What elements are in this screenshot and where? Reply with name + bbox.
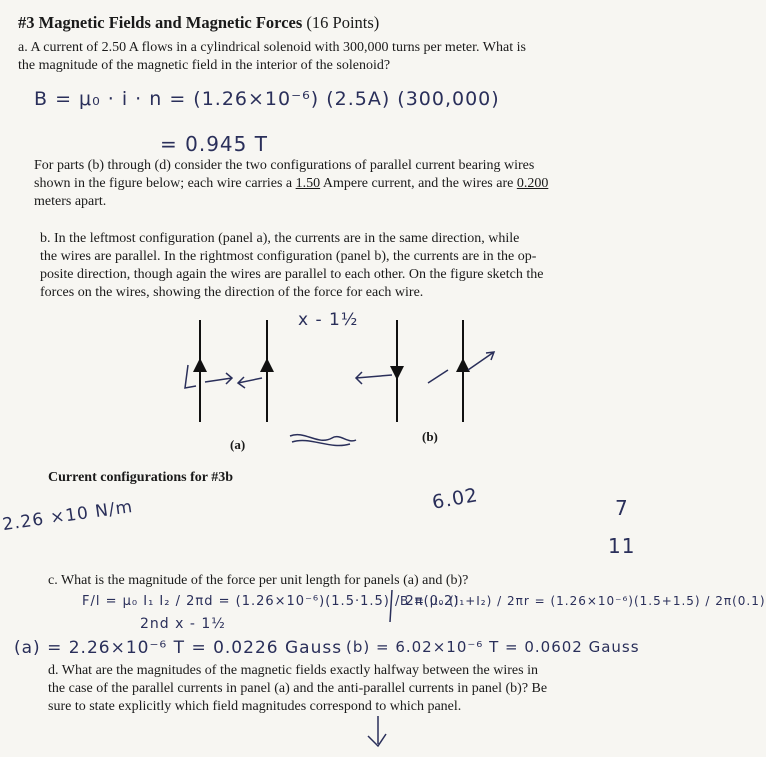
wire-a-left-current-arrow (193, 358, 207, 372)
sketch-mark-a (185, 365, 196, 388)
part-b-line-2: the wires are parallel. In the rightmost configuration (panel b), the currents are in the op- (40, 249, 537, 264)
problem-title-text: #3 Magnetic Fields and Magnetic Forces (18, 13, 303, 32)
wire-a-right-current-arrow (260, 358, 274, 372)
intro-line-2b: Ampere current, and the wires are (320, 176, 517, 191)
intro-line-2a: shown in the figure below; each wire carries a (34, 176, 296, 191)
answer-panel-b: (b) = 6.02×10⁻⁶ T = 0.0602 Gauss (346, 638, 640, 656)
part-b-line-4: forces on the wires, showing the direction of the force for each wire. (40, 285, 424, 300)
wire-b-left-current-arrow (390, 366, 404, 380)
force-arrow-a-left (205, 373, 232, 384)
force-arrow-b-right (468, 352, 494, 370)
problem-points: (16 Points) (306, 13, 380, 32)
part-b-line-1: b. In the leftmost configuration (panel a), the currents are in the same direction, while (40, 231, 520, 246)
part-a-line-1: a. A current of 2.50 A flows in a cylindrical solenoid with 300,000 turns per meter. What is (18, 40, 526, 55)
part-c-margin-note: 2nd x - 1½ (140, 616, 226, 632)
panel-b-label: (b) (422, 429, 438, 444)
scratch-far-right: 7 (615, 496, 629, 520)
part-d-line-2: the case of the parallel currents in panel (a) and the anti-parallel currents in panel (b)? Be (48, 681, 548, 696)
scribble (290, 435, 356, 446)
figure-caption: Current configurations for #3b (48, 470, 233, 485)
part-d-line-3: sure to state explicitly which field magnitudes correspond to which panel. (48, 699, 462, 714)
intro-line-1: For parts (b) through (d) consider the two configurations of parallel current bearing wires (34, 158, 535, 173)
intro-line-3: meters apart. (34, 194, 107, 209)
scratch-far-right-2: 11 (608, 534, 636, 558)
part-a-handwritten-work: B = μ₀ · i · n = (1.26×10⁻⁶) (2.5A) (300,000) (34, 88, 500, 110)
part-b-line-3: posite direction, though again the wires are parallel to each other. On the figure sketch the (40, 267, 544, 282)
scratch-left: 2.26 ×10 N/m (1, 496, 135, 536)
down-arrow-mark (368, 716, 386, 746)
part-c-field-work: B = μ₀ (I₁+I₂) / 2πr = (1.26×10⁻⁶)(1.5+1.5) / 2π(0.1) (400, 594, 766, 608)
panel-a-label: (a) (230, 437, 246, 452)
figure-handwritten-note: x - 1½ (298, 310, 359, 330)
distance-value: 0.200 (516, 176, 549, 191)
force-arrow-a-right (238, 377, 262, 388)
part-c-line-1: c. What is the magnitude of the force per unit length for panels (a) and (b)? (48, 573, 469, 588)
answer-panel-a: (a) = 2.26×10⁻⁶ T = 0.0226 Gauss (14, 638, 343, 658)
part-d-line-1: d. What are the magnitudes of the magnetic fields exactly halfway between the wires in (48, 663, 538, 678)
force-arrow-b-left (356, 372, 392, 384)
sketch-mark-b (428, 370, 448, 383)
part-c-force-work: F/l = μ₀ I₁ I₂ / 2πd = (1.26×10⁻⁶)(1.5·1.5) / 2π(0.2) (82, 594, 460, 609)
scratch-right: 6.02 (430, 484, 480, 514)
part-a-handwritten-answer: = 0.945 T (160, 132, 268, 156)
part-a-line-2: the magnitude of the magnetic field in the interior of the solenoid? (18, 58, 391, 73)
current-value: 1.50 (295, 176, 321, 191)
wire-b-right-current-arrow (456, 358, 470, 372)
